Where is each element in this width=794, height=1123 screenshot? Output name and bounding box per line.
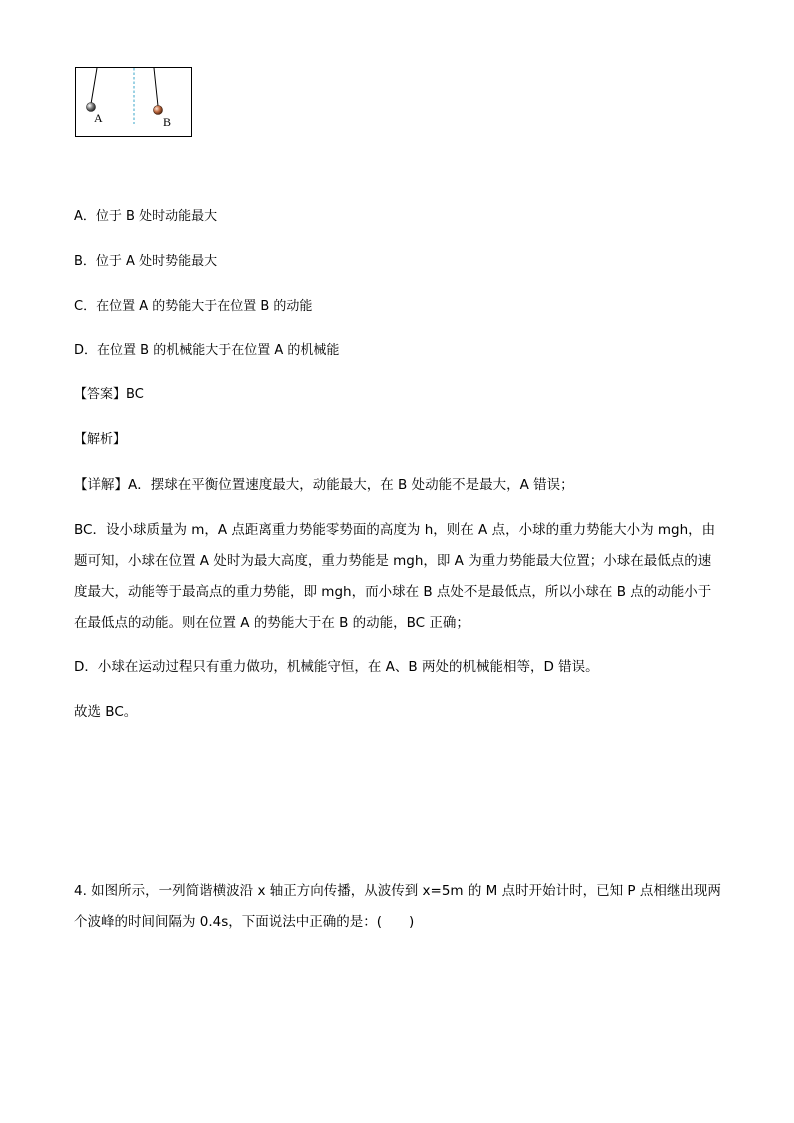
- option-b: B．位于 A 处时势能最大: [74, 254, 218, 269]
- option-c: C．在位置 A 的势能大于在位置 B 的动能: [74, 299, 313, 314]
- label-a: A: [94, 111, 103, 125]
- option-a: A．位于 B 处时动能最大: [74, 209, 218, 224]
- ball-b: [154, 106, 163, 115]
- string-a: [91, 68, 97, 104]
- option-d: D．在位置 B 的机械能大于在位置 A 的机械能: [74, 343, 340, 358]
- explanation-line-3: 题可知，小球在位置 A 处时为最大高度，重力势能是 mgh，即 A 为重力势能最大位置；小球在最低点的速: [74, 553, 712, 569]
- pendulum-figure: [75, 67, 192, 137]
- explanation-line-2: BC．设小球质量为 m，A 点距离重力势能零势面的高度为 h，则在 A 点，小球的重力势能大小为 mgh，由: [74, 522, 716, 538]
- analysis-heading: 【解析】: [74, 432, 127, 447]
- explanation-line-5: 在最低点的动能。则在位置 A 的势能大于在 B 的动能，BC 正确；: [74, 615, 470, 631]
- label-b: B: [163, 115, 172, 129]
- string-b: [154, 68, 158, 106]
- explanation-line-1: 【详解】A．摆球在平衡位置速度最大，动能最大，在 B 处动能不是最大，A 错误；: [74, 477, 574, 493]
- question4-line-1: 4. 如图所示，一列简谐横波沿 x 轴正方向传播，从波传到 x=5m 的 M 点时开始计时，已知 P 点相继出现两: [74, 883, 721, 899]
- explanation-line-7: 故选 BC。: [74, 704, 138, 720]
- explanation-line-4: 度最大，动能等于最高点的重力势能，即 mgh，而小球在 B 点处不是最低点，所以小球在 B 点的动能小于: [74, 584, 712, 600]
- explanation-line-6: D．小球在运动过程只有重力做功，机械能守恒，在 A、B 两处的机械能相等，D 错误。: [74, 659, 599, 675]
- pendulum-diagram: [76, 68, 193, 138]
- answer-line: 【答案】BC: [74, 387, 144, 402]
- question4-line-2: 个波峰的时间间隔为 0.4s，下面说法中正确的是：( ): [74, 914, 415, 930]
